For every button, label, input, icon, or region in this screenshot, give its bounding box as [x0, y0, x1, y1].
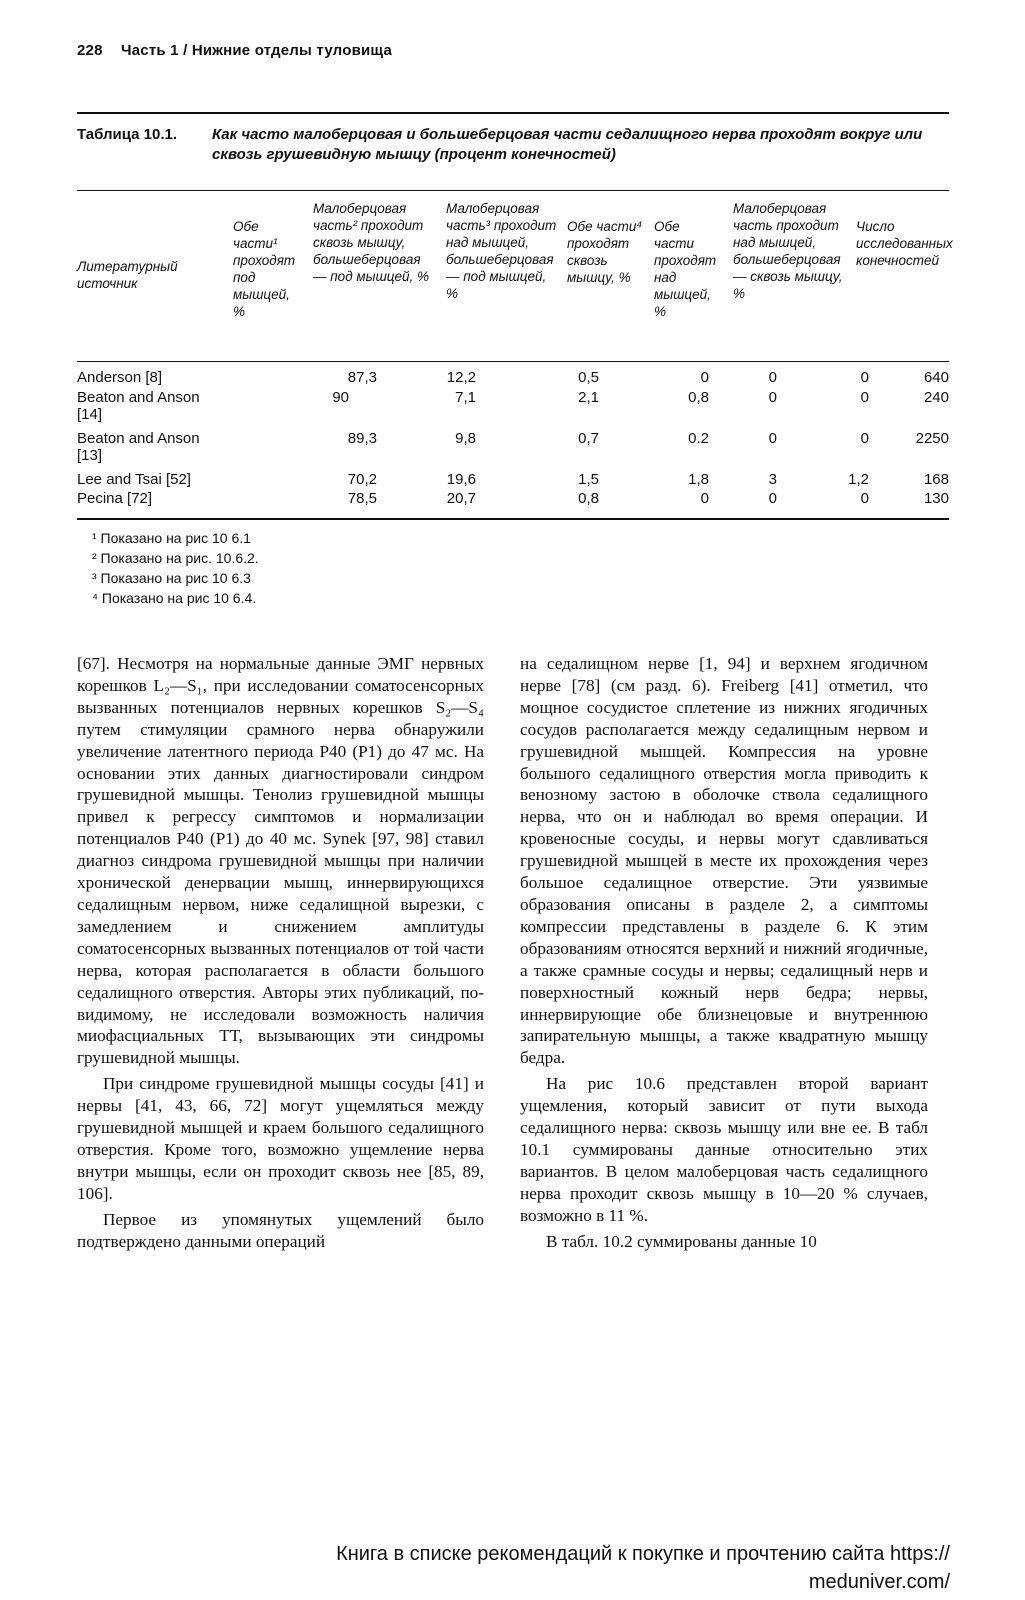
- footnote: ⁴ Показано на рис 10 6.4.: [92, 590, 257, 606]
- table-bottom-rule: [77, 518, 949, 520]
- source-watermark: [80, 1540, 950, 1596]
- cell-value: 0,5: [578, 369, 599, 386]
- table-row: [77, 430, 949, 464]
- cell-value: 640: [923, 369, 949, 386]
- cell-value: 0: [768, 369, 777, 386]
- cell-value: 87,3: [347, 369, 377, 386]
- header-col-6: Малоберцовая часть проходит над мышцей, большеберцовая — сквозь мышцу, %: [733, 201, 843, 301]
- cell-value: 0: [860, 430, 869, 447]
- header-top-rule: [77, 190, 949, 191]
- footnote: ³ Показано на рис 10 6.3: [92, 570, 251, 586]
- cell-value: 7,1: [455, 389, 476, 406]
- cell-value: 3: [768, 471, 777, 488]
- cell-value: 0: [860, 490, 869, 507]
- header-col-4: Обе части⁴ проходят сквозь мышцу, %: [567, 219, 643, 285]
- cell-source: Pecina [72]: [77, 490, 153, 507]
- cell-value: 240: [923, 389, 949, 406]
- table-row: [77, 389, 949, 423]
- left-column: [77, 653, 484, 1252]
- cell-value: 0,7: [578, 430, 599, 447]
- cell-value: 0: [768, 490, 777, 507]
- header-col-1: Обе части¹ проходят под мышцей, %: [233, 219, 296, 319]
- cell-value: 1,2: [848, 471, 869, 488]
- cell-value: 90: [332, 389, 349, 406]
- table-top-rule: [77, 112, 949, 114]
- watermark-link[interactable]: meduniver.com/: [808, 1571, 950, 1593]
- cell-value: 0,8: [578, 490, 599, 507]
- header-col-5: Обе части проходят над мышцей, %: [654, 219, 717, 319]
- header-col-2: Малоберцовая часть² проходит сквозь мышцу, большеберцовая — под мышцей, %: [313, 201, 430, 284]
- cell-value: 0: [860, 369, 869, 386]
- cell-value: 9,8: [455, 430, 476, 447]
- paragraph: [67]. Несмотря на нормальные данные ЭМГ нервных корешков L₂—S₁, при исследовании соматосенсорных вызванных потенциалов нервных корешков S₂—S₄ путем стимуляции срамного нерва обнаружили увеличение латентного периода Р40 (Р1) до 47 мс. На основании этих данных диагностировали синдром грушевидной мышцы. Тенолиз грушевидной мышцы привел к регрессу симптомов и нормализации потенциалов Р40 (Р1) до 40 мс. Synek [97, 98] ставил диагноз синдрома грушевидной мышцы при наличии хронической денервации мышц, иннервирующихся седалищным нервом, ниже седалищной вырезки, с замедлением и снижением амплитуды соматосенсорных вызванных потенциалов от той части нерва, которая располагается в области большого седалищного отверстия. Авторы этих публикаций, по-видимому, не исследовали возможность наличия миофасциальных ТТ, вызывающих эти синдромы грушевидной мышцы.: [77, 654, 484, 1068]
- table-label: Таблица 10.1.: [77, 126, 178, 143]
- cell-value: 12,2: [446, 369, 476, 386]
- cell-value: 19,6: [446, 471, 476, 488]
- table-row: [77, 369, 949, 389]
- section-title: Часть 1 / Нижние отделы туловища: [121, 42, 392, 59]
- watermark-line: Книга в списке рекомендаций к покупке и прочтению сайта https://: [336, 1543, 950, 1565]
- running-header: [77, 42, 392, 59]
- paragraph: В табл. 10.2 суммированы данные 10: [546, 1231, 817, 1251]
- cell-source: Lee and Tsai [52]: [77, 471, 191, 488]
- cell-value: 0: [700, 490, 709, 507]
- cell-value: 168: [923, 471, 949, 488]
- cell-value: 0: [860, 389, 869, 406]
- right-column: [520, 653, 928, 1252]
- cell-value: 1,5: [578, 471, 599, 488]
- cell-value: 70,2: [347, 471, 377, 488]
- header-col-7: Число исследованных конечностей: [856, 219, 953, 268]
- header-bottom-rule: [77, 361, 949, 362]
- paragraph: На рис 10.6 представлен второй вариант ущемления, который зависит от пути выхода седалищного нерва: сквозь мышцу или вне ее. В табл 10.1 суммированы данные относительно этих вариантов. В целом малоберцовая часть седалищного нерва проходит сквозь мышцу в 10—20 % случаев, возможно в 11 %.: [520, 1074, 928, 1225]
- cell-source: Anderson [8]: [77, 369, 163, 386]
- header-source: Литературный источник: [77, 259, 178, 291]
- footnote: ² Показано на рис. 10.6.2.: [92, 550, 259, 566]
- cell-value: 2,1: [578, 389, 599, 406]
- cell-source: Beaton and Anson [13]: [77, 430, 200, 464]
- cell-value: 0: [700, 369, 709, 386]
- paragraph: на седалищном нерве [1, 94] и верхнем ягодичном нерве [78] (см разд. 6). Freiberg [41] отметил, что мощное сосудистое сплетение из нижних ягодичных сосудов располагается между седалищным нервом и грушевидной мышцей. Компрессия на уровне большого седалищного отверстия могла приводить к венозному застою в оболочке ствола седалищного нерва, что он и наблюдал во время операции. И кровеносные сосуды, и нервы могут сдавливаться грушевидной мышцей в месте их прохождения через большое седалищное отверстие. Эти уязвимые образования описаны в разделе 2, а симптомы компрессии представлены в разделе 6. К этим образованиям относятся верхний и нижний ягодичные, а также срамные сосуды и нервы; седалищный нерв и поверхностный кожный нерв бедра; нервы, иннервирующие обе близнецовые и внутреннюю запирательную мышцы, а также квадратную мышцу бедра.: [520, 654, 928, 1068]
- page-number: 228: [77, 42, 103, 59]
- cell-value: 0: [768, 430, 777, 447]
- table-row: [77, 471, 949, 491]
- table-row: [77, 490, 949, 510]
- cell-value: 0,8: [688, 389, 709, 406]
- cell-value: 1,8: [688, 471, 709, 488]
- cell-value: 0: [768, 389, 777, 406]
- cell-value: 2250: [915, 430, 949, 447]
- cell-value: 20,7: [446, 490, 476, 507]
- cell-value: 130: [923, 490, 949, 507]
- footnote: ¹ Показано на рис 10 6.1: [92, 530, 251, 546]
- cell-value: 89,3: [347, 430, 377, 447]
- table-title: Как часто малоберцовая и большеберцовая части седалищного нерва проходят вокруг или сквозь грушевидную мышцу (процент конечностей): [212, 126, 923, 163]
- cell-value: 78,5: [347, 490, 377, 507]
- header-col-3: Малоберцовая часть³ проходит над мышцей, большеберцовая — под мышцей, %: [446, 201, 557, 301]
- cell-value: 0.2: [688, 430, 709, 447]
- cell-source: Beaton and Anson [14]: [77, 389, 200, 423]
- paragraph: При синдроме грушевидной мышцы сосуды [41] и нервы [41, 43, 66, 72] могут ущемляться между грушевидной мышцей и краем большого седалищного отверстия. Кроме того, возможно ущемление нерва внутри мышцы, если он проходит сквозь нее [85, 89, 106].: [77, 1074, 484, 1203]
- paragraph: Первое из упомянутых ущемлений было подтверждено данными операций: [77, 1209, 484, 1251]
